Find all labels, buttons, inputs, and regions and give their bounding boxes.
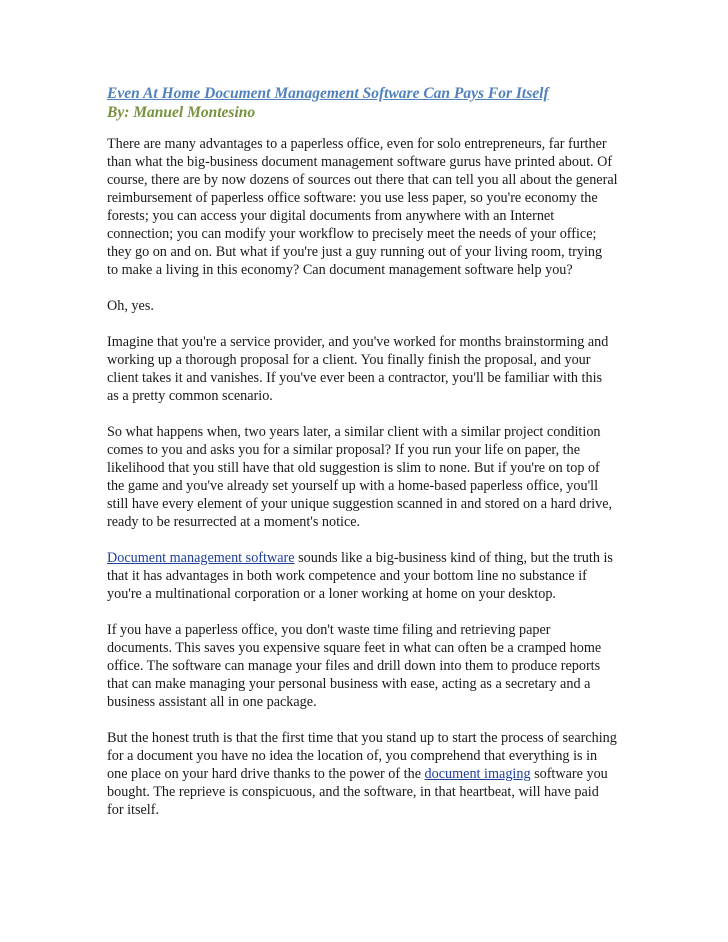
text-segment: sounds like a big-business kind of thing, but the truth is — [294, 550, 613, 566]
text-segment: as a pretty common scenario. — [107, 388, 273, 404]
text-segment: you're a multinational corporation or a loner working at home on your desktop. — [107, 586, 556, 602]
text-segment: the game and you've already set yourself up with a home-based paperless office, you'll — [107, 478, 599, 494]
text-line — [107, 387, 627, 405]
text-line — [107, 351, 627, 369]
text-segment: still have every element of your unique suggestion scanned in and stored on a hard drive, — [107, 496, 613, 512]
text-line — [107, 585, 627, 603]
text-line — [107, 153, 627, 171]
text-segment: So what happens when, two years later, a similar client with a similar project condition — [107, 424, 601, 440]
text-segment: that it has advantages in both work competence and your bottom line no substance if — [107, 568, 587, 584]
text-segment: for itself. — [107, 802, 160, 818]
text-line — [107, 477, 627, 495]
text-segment: ready to be resurrected at a moment's notice. — [107, 514, 361, 530]
text-segment: office. The software can manage your files and drill down into them to produce reports — [107, 658, 601, 674]
inline-link[interactable]: document imaging — [424, 766, 531, 782]
text-line — [107, 369, 627, 387]
text-segment: working up a thorough proposal for a client. You finally finish the proposal, and your — [107, 352, 591, 368]
text-segment: If you have a paperless office, you don't waste time filing and retrieving paper — [107, 622, 551, 638]
text-line — [107, 261, 627, 279]
text-line — [107, 567, 627, 585]
text-line — [107, 765, 627, 783]
text-line — [107, 441, 627, 459]
text-segment: But the honest truth is that the first time that you stand up to start the process of searching — [107, 730, 617, 746]
text-segment: reimbursement of paperless office software: you use less paper, so you're economy the — [107, 190, 598, 206]
article-body — [107, 135, 627, 819]
text-segment: software you — [530, 766, 608, 782]
text-segment: forests; you can access your digital documents from anywhere with an Internet — [107, 208, 555, 224]
text-line — [107, 171, 627, 189]
paragraph — [107, 297, 627, 315]
text-segment: course, there are by now dozens of sources out there that can tell you all about the general — [107, 172, 618, 188]
text-segment: Imagine that you're a service provider, and you've worked for months brainstorming and — [107, 334, 609, 350]
paragraph — [107, 333, 627, 405]
paragraph — [107, 135, 627, 279]
paragraph — [107, 621, 627, 711]
text-segment: Oh, yes. — [107, 298, 154, 314]
text-segment: than what the big-business document management software gurus have printed about. Of — [107, 154, 613, 170]
text-segment: one place on your hard drive thanks to the power of the — [107, 766, 425, 782]
text-segment: connection; you can modify your workflow to precisely meet the needs of your office; — [107, 226, 597, 242]
article-title: Even At Home Document Management Software Can Pays For Itself — [107, 85, 549, 102]
paragraph — [107, 423, 627, 531]
text-segment: that can make managing your personal business with ease, acting as a secretary and a — [107, 676, 591, 692]
text-segment: they go on and on. But what if you're just a guy running out of your living room, trying — [107, 244, 603, 260]
paragraph — [107, 549, 627, 603]
text-line — [107, 747, 627, 765]
text-line — [107, 333, 627, 351]
text-line — [107, 693, 627, 711]
text-line — [107, 207, 627, 225]
text-line — [107, 549, 627, 567]
text-line — [107, 639, 627, 657]
text-segment: documents. This saves you expensive square feet in what can often be a cramped home — [107, 640, 602, 656]
text-line — [107, 513, 627, 531]
text-line — [107, 243, 627, 261]
text-line — [107, 495, 627, 513]
text-line — [107, 189, 627, 207]
text-line — [107, 297, 627, 315]
text-segment: for a document you have no idea the location of, you comprehend that everything is in — [107, 748, 598, 764]
text-segment: bought. The reprieve is conspicuous, and the software, in that heartbeat, will have paid — [107, 784, 599, 800]
text-line — [107, 675, 627, 693]
text-segment: There are many advantages to a paperless office, even for solo entrepreneurs, far further — [107, 136, 607, 152]
inline-link[interactable]: Document management software — [107, 550, 295, 566]
text-segment: comes to you and asks you for a similar proposal? If you run your life on paper, the — [107, 442, 581, 458]
text-line — [107, 729, 627, 747]
text-line — [107, 225, 627, 243]
text-line — [107, 783, 627, 801]
text-line — [107, 657, 627, 675]
text-segment: to make a living in this economy? Can document management software help you? — [107, 262, 573, 278]
article-author: By: Manuel Montesino — [107, 104, 256, 121]
text-line — [107, 423, 627, 441]
paragraph — [107, 729, 627, 819]
text-segment: client takes it and vanishes. If you've ever been a contractor, you'll be familiar with this — [107, 370, 603, 386]
text-segment: business assistant all in one package. — [107, 694, 317, 710]
text-line — [107, 621, 627, 639]
text-line — [107, 459, 627, 477]
text-segment: likelihood that you still have that old suggestion is slim to none. But if you're on top of — [107, 460, 600, 476]
text-line — [107, 135, 627, 153]
text-line — [107, 801, 627, 819]
document-page — [107, 84, 627, 837]
